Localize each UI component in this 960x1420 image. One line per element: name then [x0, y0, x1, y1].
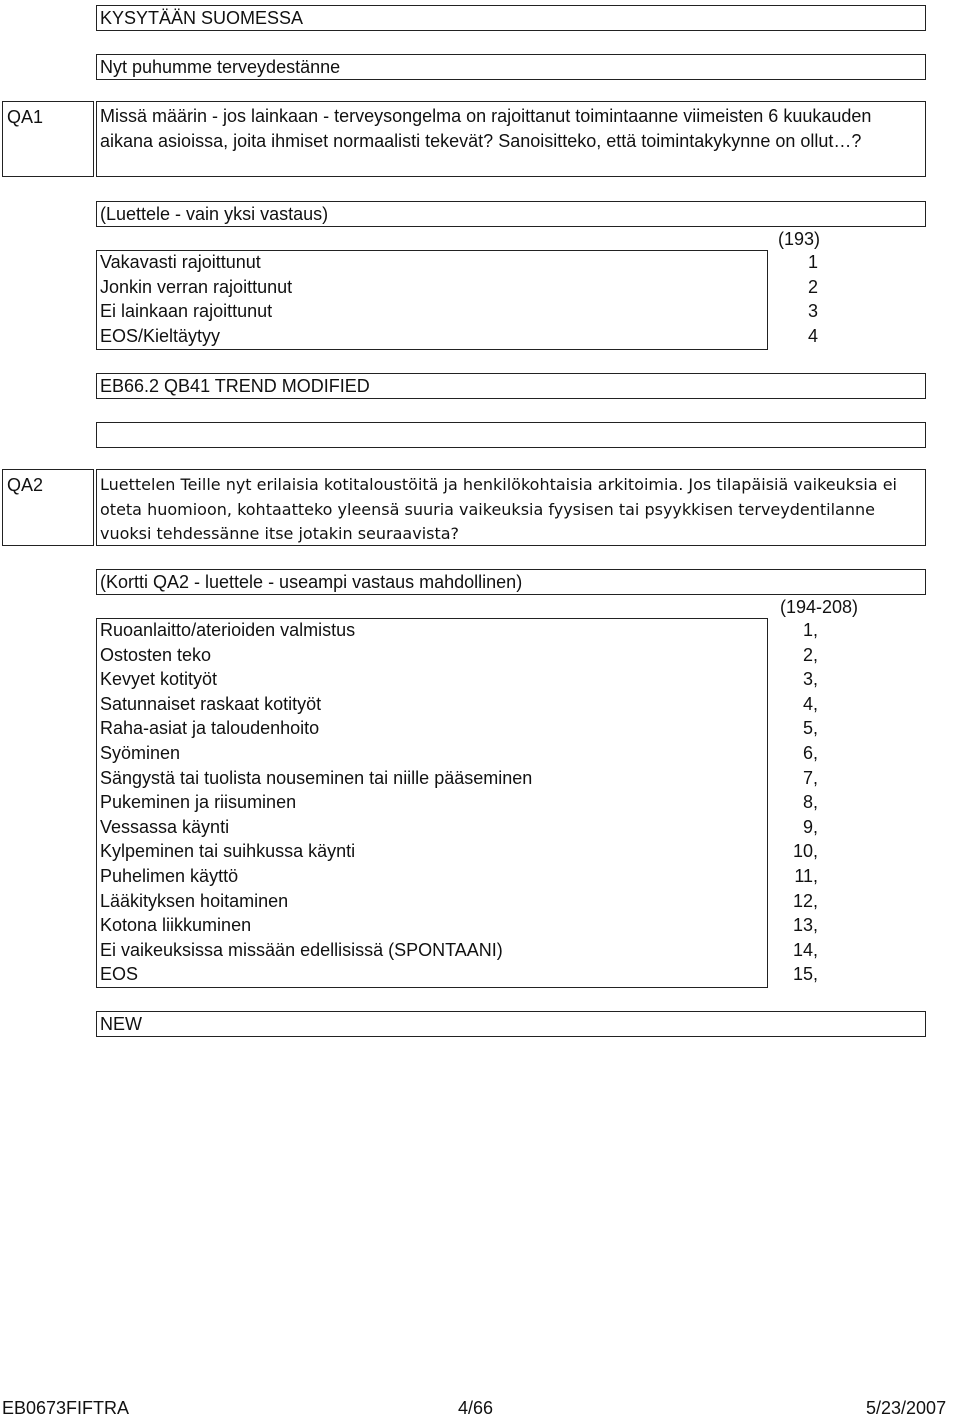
option-label: EOS: [100, 964, 139, 985]
option-code: 4: [807, 325, 818, 346]
qa2-question-text: Luettelen Teille nyt erilaisia kotitaloustöitä ja henkilökohtaisia arkitoimia. Jos tilapäisiä vaikeuksia ei oteta huomioon, kohtaatteko yleensä suuria vaikeuksia fyysisen tai psyykkisen terveydentilanne vuoksi tehdessänne itse jotakin seuraavista?: [100, 475, 897, 543]
option-label: Ruoanlaitto/aterioiden valmistus: [100, 620, 356, 640]
option-label: Kylpeminen tai suihkussa käynti: [100, 841, 356, 862]
title-box: [96, 5, 926, 31]
option-label: Vessassa käynti: [100, 816, 230, 837]
qa1-empty-box: [96, 422, 926, 448]
option-code: 12,: [792, 890, 818, 911]
option-label: Pukeminen ja riisuminen: [100, 792, 297, 813]
list-item: [100, 962, 818, 987]
option-label: Sängystä tai tuolista nouseminen tai niille pääseminen: [100, 767, 533, 788]
option-code: 8,: [802, 792, 818, 813]
list-item: [100, 815, 818, 840]
list-item: [100, 938, 818, 963]
list-item: [100, 692, 818, 717]
option-label: Kotona liikkuminen: [100, 915, 252, 936]
footer-doc-id: EB0673FIFTRA: [2, 1398, 130, 1418]
list-item: [100, 250, 820, 275]
option-code: 9,: [802, 816, 818, 837]
list-item: [100, 324, 820, 349]
option-code: 1,: [802, 620, 818, 640]
option-label: Jonkin verran rajoittunut: [100, 276, 293, 297]
survey-country-title: KYSYTÄÄN SUOMESSA: [100, 8, 304, 28]
option-code: 4,: [802, 693, 818, 714]
qa1-instruction-box: [96, 201, 926, 227]
list-item: [100, 839, 818, 864]
option-label: Lääkityksen hoitaminen: [100, 890, 289, 911]
qa2-instruction-box: [96, 569, 926, 595]
option-code: 10,: [792, 841, 818, 862]
subtitle-box: [96, 54, 926, 80]
list-item: [100, 667, 818, 692]
list-item: [100, 766, 818, 791]
qa2-id-box: [2, 469, 94, 546]
option-label: Ei lainkaan rajoittunut: [100, 301, 273, 322]
list-item: [100, 275, 820, 300]
option-code: 3: [807, 301, 818, 322]
qa1-trend-note: EB66.2 QB41 TREND MODIFIED: [100, 376, 370, 396]
option-label: Puhelimen käyttö: [100, 865, 239, 886]
list-item: [100, 790, 818, 815]
option-label: Ostosten teko: [100, 644, 212, 665]
option-code: 5,: [802, 718, 818, 739]
section-subtitle: Nyt puhumme terveydestänne: [100, 57, 341, 77]
option-code: 14,: [792, 939, 818, 960]
option-code: 3,: [802, 669, 818, 690]
qa2-question-box: [96, 469, 926, 546]
option-label: Raha-asiat ja taloudenhoito: [100, 718, 320, 739]
qa2-new-note: NEW: [100, 1014, 142, 1034]
option-code: 2,: [802, 644, 818, 665]
option-code: 15,: [792, 964, 818, 985]
list-item: [100, 716, 818, 741]
qa1-column-code: (193): [777, 229, 820, 249]
option-label: Satunnaiset raskaat kotityöt: [100, 693, 322, 714]
option-code: 13,: [792, 915, 818, 936]
qa2-options-list: [100, 618, 818, 987]
qa1-question-box: [96, 101, 926, 177]
qa2-new-box: [96, 1011, 926, 1037]
option-label: Vakavasti rajoittunut: [100, 252, 261, 272]
list-item: [100, 299, 820, 324]
option-code: 2: [807, 276, 818, 297]
qa1-options-list: [100, 250, 820, 348]
list-item: [100, 741, 818, 766]
option-label: Kevyet kotityöt: [100, 669, 218, 690]
option-code: 6,: [802, 742, 818, 763]
list-item: [100, 889, 818, 914]
list-item: [100, 643, 818, 668]
option-code: 11,: [794, 865, 818, 886]
qa1-instruction: (Luettele - vain yksi vastaus): [100, 204, 329, 224]
footer-date: 5/23/2007: [866, 1398, 947, 1418]
footer-page-number: 4/66: [458, 1398, 494, 1418]
qa1-question-id: QA1: [7, 107, 44, 127]
list-item: [100, 864, 818, 889]
qa1-trend-box: [96, 373, 926, 399]
option-label: EOS/Kieltäytyy: [100, 325, 221, 346]
qa1-question-text: Missä määrin - jos lainkaan - terveysongelma on rajoittanut toimintaanne viimeisten 6 kuukauden aikana asioissa, joita ihmiset normaalisti tekevät? Sanoisitteko, että toimintakykynne on ollut…?: [100, 106, 872, 151]
qa2-question-id: QA2: [7, 475, 44, 495]
qa2-instruction: (Kortti QA2 - luettele - useampi vastaus mahdollinen): [100, 572, 523, 592]
qa1-id-box: [2, 101, 94, 177]
list-item: [100, 913, 818, 938]
list-item: [100, 618, 818, 643]
qa2-column-code: (194-208): [779, 597, 858, 617]
option-code: 1: [807, 252, 818, 272]
option-code: 7,: [802, 767, 818, 788]
option-label: Syöminen: [100, 742, 181, 763]
option-label: Ei vaikeuksissa missään edellisissä (SPONTAANI): [100, 939, 503, 960]
